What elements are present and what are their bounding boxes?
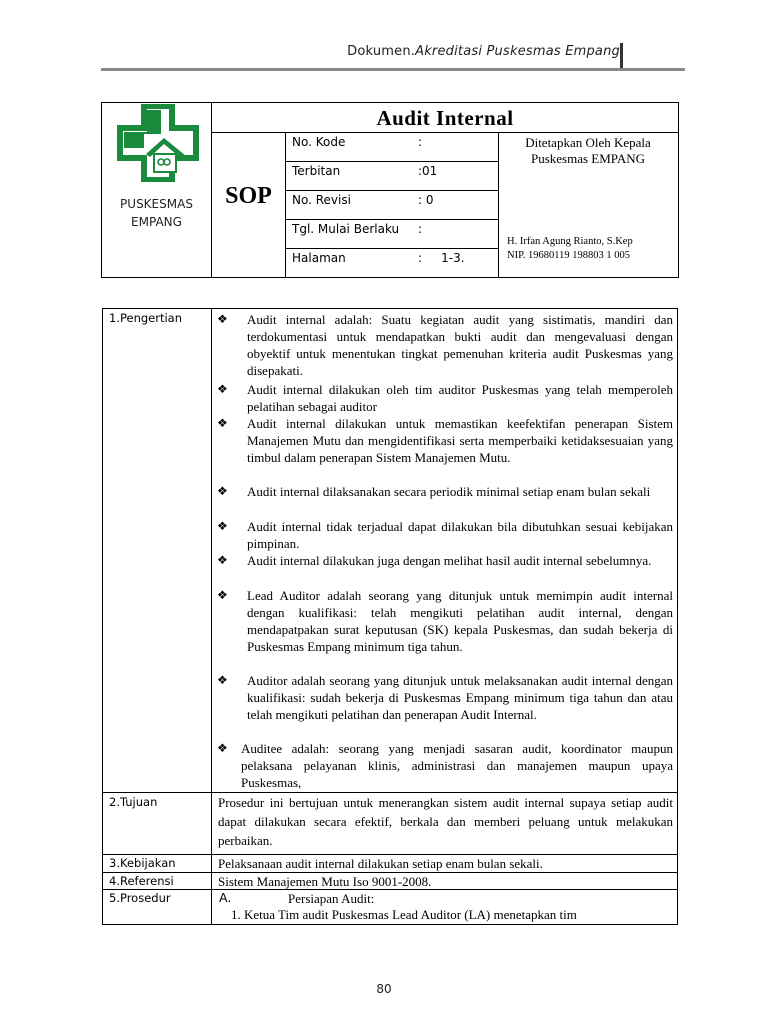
list-item-text: Audit internal dilaksanakan secara periodik minimal setiap enam bulan sekali: [247, 484, 651, 499]
meta-label: Tgl. Mulai Berlaku: [292, 222, 400, 236]
sop-header-table: [101, 102, 679, 278]
puskesmas-logo-icon: [116, 104, 200, 182]
document-header-prefix: Dokumen.: [347, 44, 416, 59]
organization-name: [102, 195, 211, 231]
logo-cell: [102, 103, 212, 277]
approver-name: H. Irfan Agung Rianto, S.Kep: [507, 236, 633, 247]
meta-value: : 0: [418, 193, 434, 207]
sop-title: Audit Internal: [212, 103, 678, 133]
approval-title-line2: Puskesmas EMPANG: [530, 151, 645, 166]
list-item: [217, 311, 673, 383]
meta-value: :: [418, 135, 423, 149]
list-item-text: Auditee adalah: seorang yang menjadi sasaran audit, koordinator maupun pelaksana pelayanan klinis, administrasi dan manajemen maupun upaya Puskesmas,: [241, 741, 673, 790]
section-label-tujuan: 2.Tujuan: [109, 795, 158, 809]
page-number: 80: [376, 982, 392, 996]
sop-label-cell: [212, 133, 286, 277]
prosedur-step-letter: A.: [219, 890, 232, 905]
meta-row-revisi: [286, 191, 498, 220]
list-item-text: Auditor adalah seorang yang ditunjuk untuk melaksanakan audit internal dengan kualifikasi: sudah bekerja di Puskesmas Empang minimum tiga tahun dan atau telah mengikuti pelatihan dan penerapan Audit Internal.: [247, 673, 673, 722]
bullet-icon: ❖: [217, 588, 228, 602]
list-item: [217, 483, 673, 517]
sop-content-table: [102, 308, 678, 925]
bullet-icon: ❖: [217, 382, 228, 396]
meta-row-terbitan: [286, 162, 498, 191]
list-item-text: Lead Auditor adalah seorang yang ditunjuk untuk memimpin audit internal dengan kualifikasi: telah mengikuti pelatihan audit internal, dengan mendapatpakan surat keputusan (SK) kepala Puskesmas, dan sudah bekerja di Puskesmas Empang minimum tiga tahun.: [247, 588, 673, 654]
list-item: [217, 552, 673, 586]
organization-name-line2: EMPANG: [131, 215, 182, 229]
bullet-icon: ❖: [217, 312, 228, 326]
document-header-title: Akreditasi Puskesmas Empang: [415, 44, 620, 59]
column-divider: [211, 309, 212, 924]
header-divider-horizontal: [101, 68, 685, 71]
meta-value: : 1-3.: [418, 251, 465, 265]
approval-title: [499, 135, 677, 167]
meta-label: Halaman: [292, 251, 346, 265]
list-item-text: Audit internal dilakukan oleh tim auditor Puskesmas yang telah memperoleh pelatihan sebagai auditor: [247, 382, 673, 414]
meta-value: :01: [418, 164, 438, 178]
document-header: [100, 44, 620, 59]
tujuan-text: Prosedur ini bertujuan untuk menerangkan sistem audit internal supaya setiap audit dapat dilakukan secara efektif, berkala dan memberi peluang untuk melakukan perbaikan.: [218, 795, 673, 848]
bullet-icon: ❖: [217, 484, 228, 498]
kebijakan-text: Pelaksanaan audit internal dilakukan setiap enam bulan sekali.: [218, 856, 543, 871]
meta-label: No. Kode: [292, 135, 346, 149]
prosedur-item: 1. Ketua Tim audit Puskesmas Lead Auditor (LA) menetapkan tim: [231, 907, 577, 922]
section-label-referensi: 4.Referensi: [109, 874, 174, 888]
bullet-icon: ❖: [217, 553, 228, 567]
organization-name-line1: PUSKESMAS: [120, 197, 193, 211]
row-divider: [103, 854, 677, 855]
list-item: [217, 518, 673, 552]
list-item: [217, 672, 673, 740]
section-label-pengertian: 1.Pengertian: [109, 311, 183, 325]
prosedur-step-title: Persiapan Audit:: [288, 891, 375, 906]
header-divider-vertical: [620, 43, 623, 69]
row-divider: [103, 872, 677, 873]
meta-label: No. Revisi: [292, 193, 351, 207]
meta-row-kode: [286, 133, 498, 162]
list-item: [217, 415, 673, 483]
list-item-text: Audit internal tidak terjadual dapat dilakukan bila dibutuhkan sesuai kebijakan pimpinan.: [247, 519, 673, 551]
list-item: [217, 587, 673, 671]
list-item-text: Audit internal adalah: Suatu kegiatan audit yang sistimatis, mandiri dan terdokumentasi untuk mendapatkan bukti audit dan mengevaluasi dengan obyektif untuk menentukan tingkat pemenuhan kriteria audit Puskesmas yang disepakati.: [247, 312, 673, 378]
section-label-prosedur: 5.Prosedur: [109, 891, 171, 905]
list-item: [217, 381, 673, 415]
sop-meta-column: [286, 133, 499, 277]
bullet-icon: ❖: [217, 741, 228, 755]
list-item-text: Audit internal dilakukan untuk memastikan keefektifan penerapan Sistem Manajemen Mutu dan mengidentifikasi serta memperbaiki ketidaksesuaian yang timbul dalam penerapan Sistem Manajemen Mutu.: [247, 416, 673, 465]
sop-label: SOP: [225, 183, 272, 209]
bullet-icon: ❖: [217, 416, 228, 430]
meta-label: Terbitan: [292, 164, 341, 178]
meta-row-tgl-mulai: [286, 220, 498, 249]
list-item-text: Audit internal dilakukan juga dengan melihat hasil audit internal sebelumnya.: [247, 553, 652, 568]
approval-title-line1: Ditetapkan Oleh Kepala: [525, 135, 651, 150]
meta-row-halaman: [286, 249, 498, 278]
referensi-text: Sistem Manajemen Mutu Iso 9001-2008.: [218, 874, 432, 889]
bullet-icon: ❖: [217, 673, 228, 687]
bullet-icon: ❖: [217, 519, 228, 533]
section-label-kebijakan: 3.Kebijakan: [109, 856, 176, 870]
approval-cell: [499, 133, 677, 277]
meta-value: :: [418, 222, 423, 236]
list-item: [217, 740, 673, 792]
approver-nip: NIP. 19680119 198803 1 005: [507, 250, 630, 261]
